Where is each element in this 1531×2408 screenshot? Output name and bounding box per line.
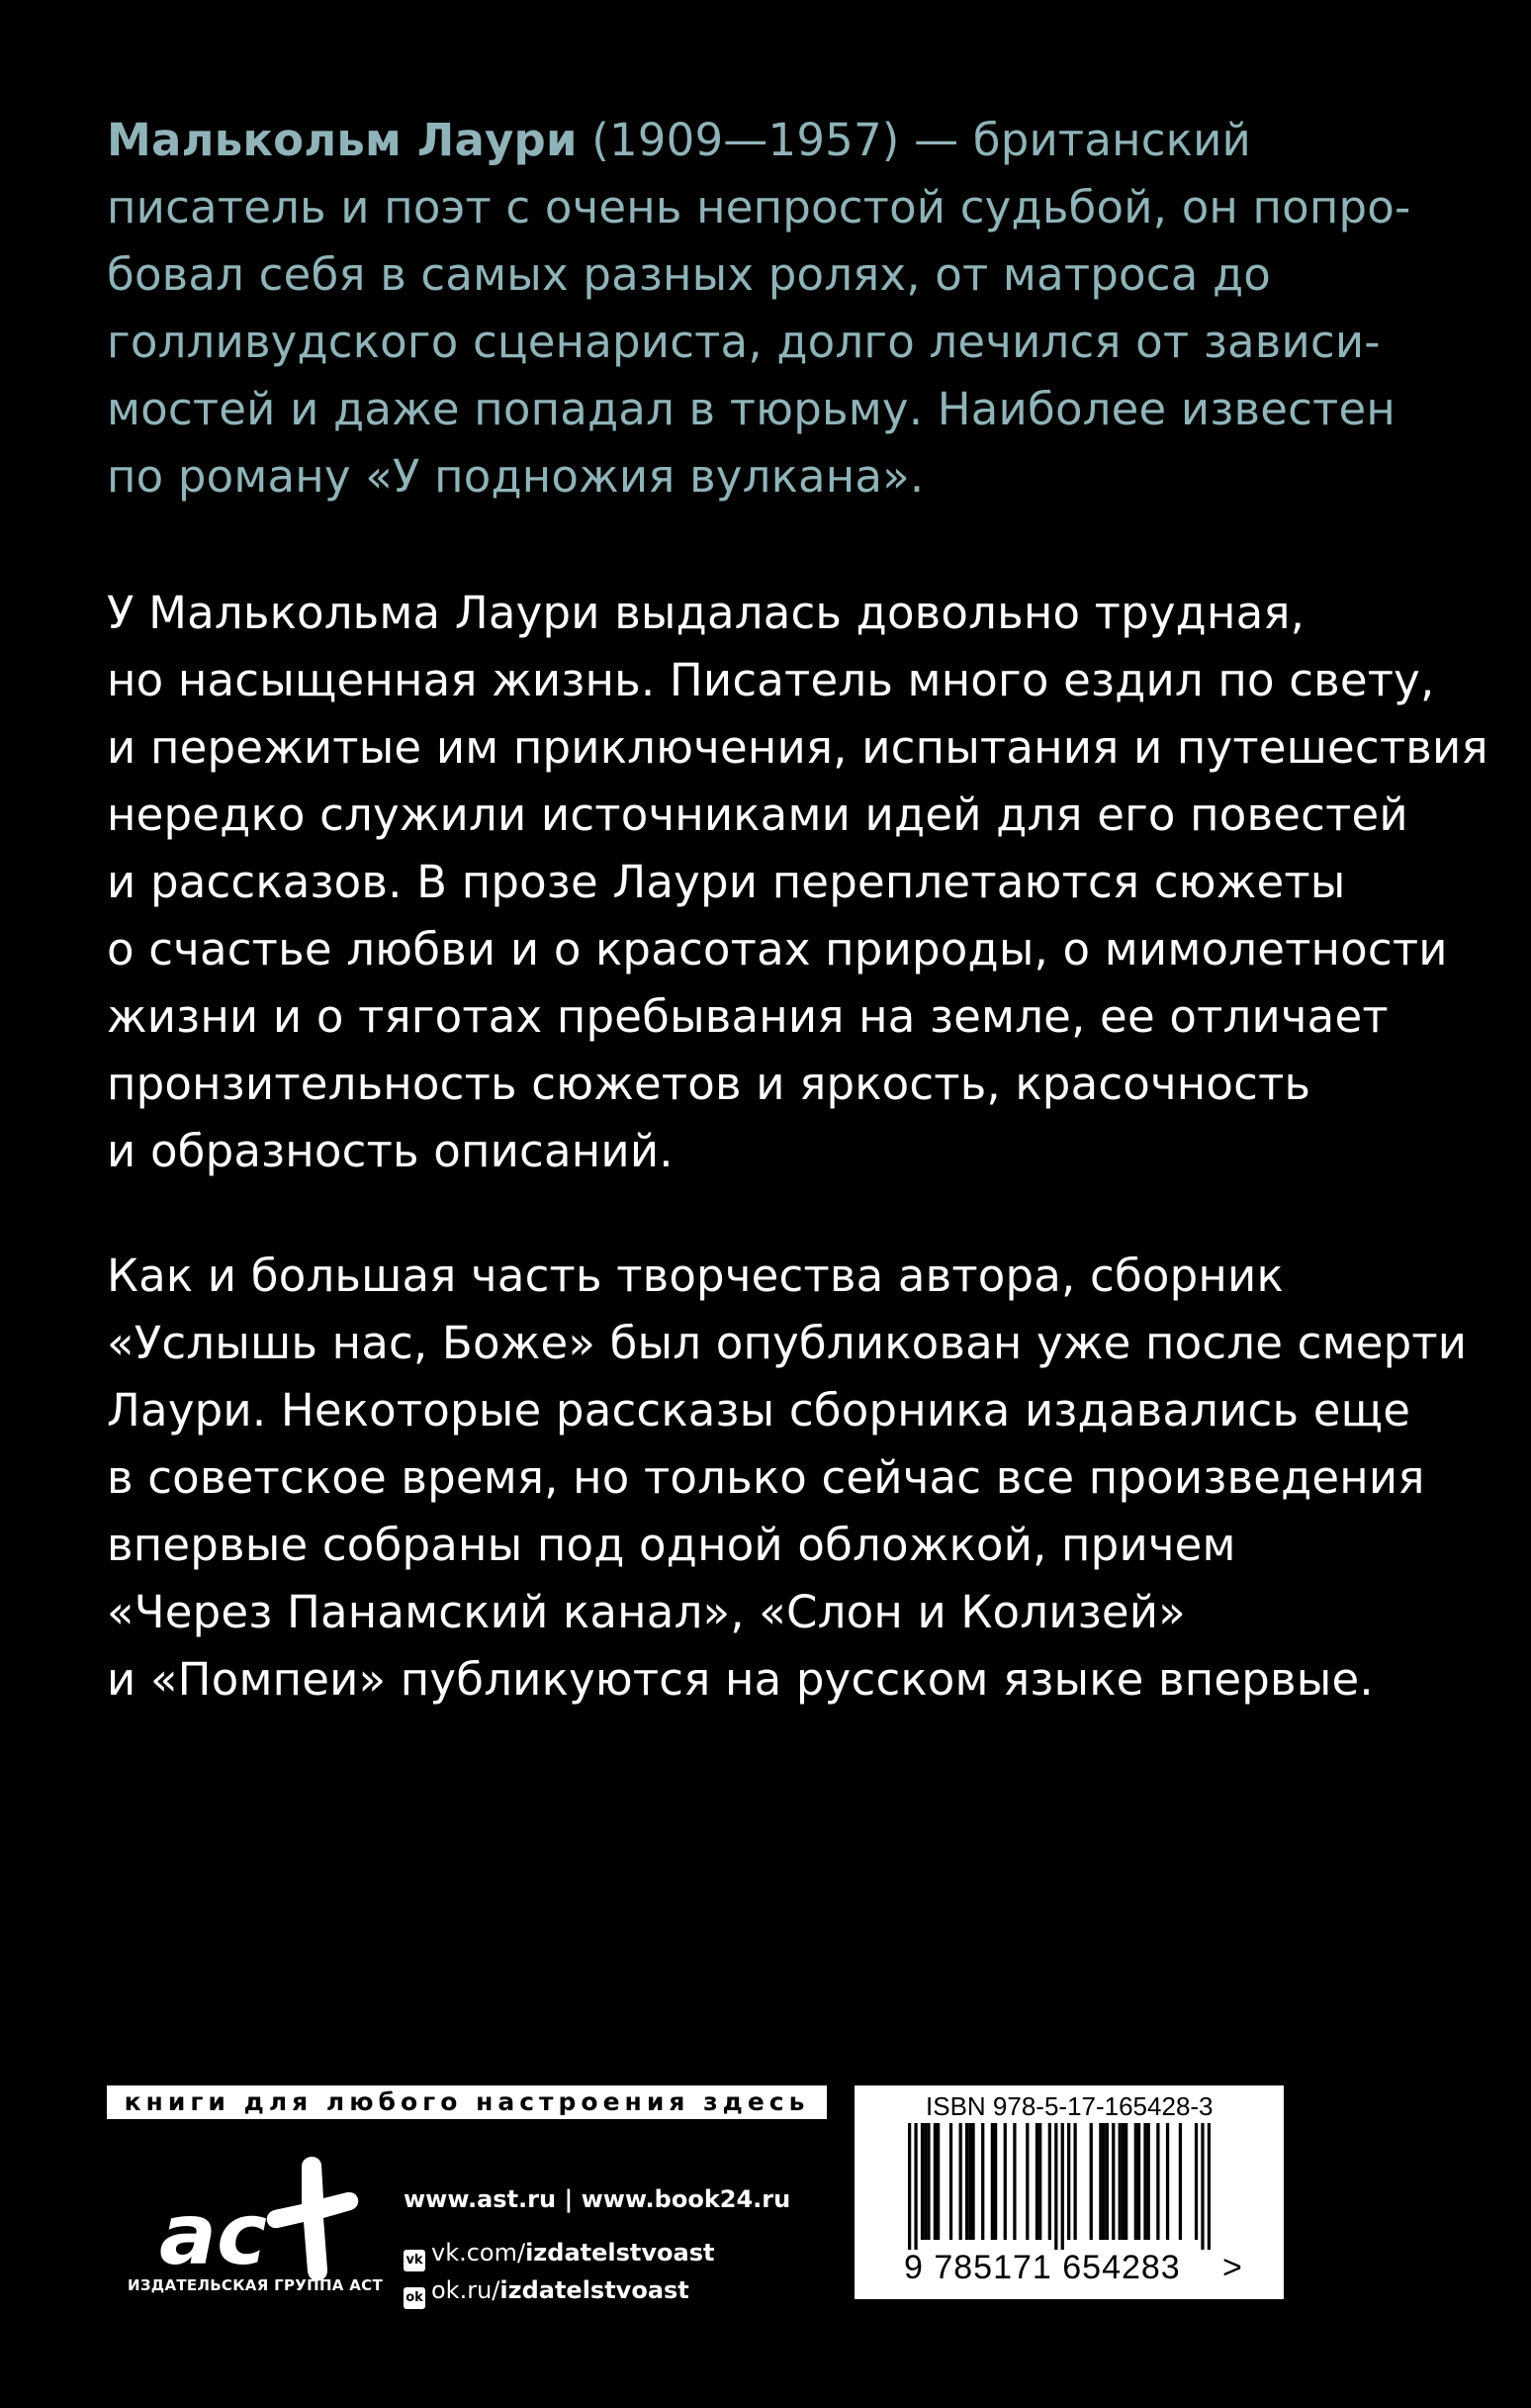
barcode-bar bbox=[1112, 2123, 1115, 2240]
paragraph-line: впервые собраны под одной обложкой, причем bbox=[107, 1519, 1236, 1571]
barcode-bar bbox=[1122, 2123, 1125, 2240]
paragraph-line: Лаури. Некоторые рассказы сборника издавались еще bbox=[107, 1384, 1411, 1436]
ean-digits: 9 785171 654283 bbox=[904, 2249, 1181, 2286]
paragraph-line: «Через Панамский канал», «Слон и Колизей» bbox=[107, 1586, 1186, 1638]
bio-line-rest: (1909—1957) — британский bbox=[577, 114, 1251, 166]
barcode-bar bbox=[981, 2123, 984, 2240]
barcode-bar bbox=[1106, 2123, 1109, 2240]
barcode-bar bbox=[1038, 2123, 1041, 2240]
vk-prefix: vk.com/ bbox=[431, 2239, 526, 2267]
barcode-bar bbox=[1067, 2123, 1070, 2240]
bio-line: мостей и даже попадал в тюрьму. Наиболее известен bbox=[107, 383, 1396, 435]
barcode-bar bbox=[1143, 2123, 1146, 2240]
barcode-bar bbox=[1208, 2123, 1211, 2250]
paragraph-line: жизни и о тяготах пребывания на земле, ее отличает bbox=[107, 990, 1389, 1043]
barcode-bar bbox=[1036, 2123, 1038, 2240]
paragraph-line: но насыщенная жизнь. Писатель много ездил по свету, bbox=[107, 654, 1435, 706]
barcode-bar bbox=[1048, 2123, 1051, 2240]
barcode-graphic bbox=[908, 2123, 1211, 2250]
ok-icon: ok bbox=[404, 2287, 425, 2309]
barcode-bar bbox=[1119, 2123, 1122, 2240]
ok-prefix: ok.ru/ bbox=[431, 2276, 500, 2304]
publisher-links bbox=[404, 2184, 790, 2309]
paragraph-line: и образность описаний. bbox=[107, 1125, 674, 1177]
author-name: Малькольм Лаури bbox=[107, 114, 578, 166]
ast-logo bbox=[153, 2147, 391, 2295]
barcode-bar bbox=[1156, 2123, 1159, 2240]
barcode-bar bbox=[1134, 2123, 1137, 2240]
ok-link[interactable] bbox=[404, 2275, 790, 2309]
barcode-bar bbox=[937, 2123, 940, 2240]
bio-line: по роману «У подножия вулкана». bbox=[107, 450, 925, 503]
barcode-bar bbox=[1090, 2123, 1093, 2240]
barcode-bar bbox=[968, 2123, 971, 2240]
paragraph-line: и «Помпеи» публикуются на русском языке впервые. bbox=[107, 1653, 1374, 1706]
barcode-bar bbox=[924, 2123, 927, 2240]
barcode-bar bbox=[994, 2123, 997, 2240]
publisher-caption: ИЗДАТЕЛЬСКАЯ ГРУППА АСТ bbox=[127, 2276, 383, 2294]
bio-line bbox=[107, 107, 1422, 174]
barcode-bar bbox=[934, 2123, 937, 2240]
barcode-bar bbox=[1166, 2123, 1169, 2240]
bio-line: бовал себя в самых разных ролях, от матроса до bbox=[107, 248, 1272, 301]
barcode-bar bbox=[1102, 2123, 1105, 2240]
barcode-bar bbox=[949, 2123, 952, 2240]
barcode-bar bbox=[1013, 2123, 1016, 2240]
collection-paragraph bbox=[107, 1243, 1468, 1713]
paragraph-line: и пережитые им приключения, испытания и путешествия bbox=[107, 721, 1488, 774]
slogan-banner: книги для любого настроения здесь bbox=[107, 2085, 827, 2119]
paragraph-line: «Услышь нас, Боже» был опубликован уже после смерти bbox=[107, 1317, 1468, 1369]
barcode-bar bbox=[1073, 2123, 1076, 2240]
barcode-bar bbox=[965, 2123, 968, 2240]
vk-handle: izdatelstvoast bbox=[525, 2239, 715, 2267]
barcode-bar bbox=[1179, 2123, 1182, 2240]
barcode-bar bbox=[1054, 2123, 1057, 2250]
isbn-number: ISBN 978-5-17-165428-3 bbox=[926, 2091, 1214, 2121]
description-paragraph bbox=[107, 580, 1488, 1185]
barcode-bar bbox=[914, 2123, 917, 2250]
vk-icon: vk bbox=[404, 2250, 425, 2271]
paragraph-line: о счастье любви и о красотах природы, о мимолетности bbox=[107, 923, 1448, 975]
barcode-bar bbox=[927, 2123, 930, 2240]
barcode-bar bbox=[908, 2123, 911, 2250]
paragraph-line: Как и большая часть творчества автора, сборник bbox=[107, 1250, 1284, 1302]
barcode-block bbox=[855, 2085, 1284, 2299]
bio-line: писатель и поэт с очень непростой судьбой, он попро- bbox=[107, 181, 1411, 233]
paragraph-line: нередко служили источниками идей для его повестей bbox=[107, 788, 1408, 841]
barcode-bar bbox=[1061, 2123, 1064, 2250]
vk-link[interactable] bbox=[404, 2238, 790, 2271]
paragraph-line: пронзительность сюжетов и яркость, красочность bbox=[107, 1058, 1311, 1110]
author-bio bbox=[107, 107, 1422, 510]
barcode-bar bbox=[1195, 2123, 1198, 2240]
ean-arrow: > bbox=[1222, 2249, 1242, 2286]
barcode-bar bbox=[971, 2123, 974, 2240]
barcode-bar bbox=[959, 2123, 962, 2240]
bio-line: голливудского сценариста, долго лечился от зависи- bbox=[107, 316, 1381, 368]
barcode-bar bbox=[1099, 2123, 1102, 2240]
paragraph-line: У Малькольма Лаури выдалась довольно трудная, bbox=[107, 587, 1306, 639]
logo-text: ac bbox=[159, 2185, 268, 2284]
barcode-bar bbox=[1125, 2123, 1127, 2240]
barcode-bar bbox=[921, 2123, 924, 2240]
barcode-bar bbox=[1004, 2123, 1007, 2240]
barcode-bar bbox=[1137, 2123, 1140, 2240]
website-links[interactable]: www.ast.ru | www.book24.ru bbox=[404, 2185, 791, 2213]
barcode-bar bbox=[991, 2123, 994, 2240]
barcode-bar bbox=[1026, 2123, 1029, 2240]
barcode-bar bbox=[1147, 2123, 1150, 2240]
ok-handle: izdatelstvoast bbox=[499, 2276, 689, 2304]
paragraph-line: и рассказов. В прозе Лаури переплетаются сюжеты bbox=[107, 856, 1346, 908]
paragraph-line: в советское время, но только сейчас все произведения bbox=[107, 1451, 1425, 1504]
barcode-bar bbox=[1201, 2123, 1204, 2250]
